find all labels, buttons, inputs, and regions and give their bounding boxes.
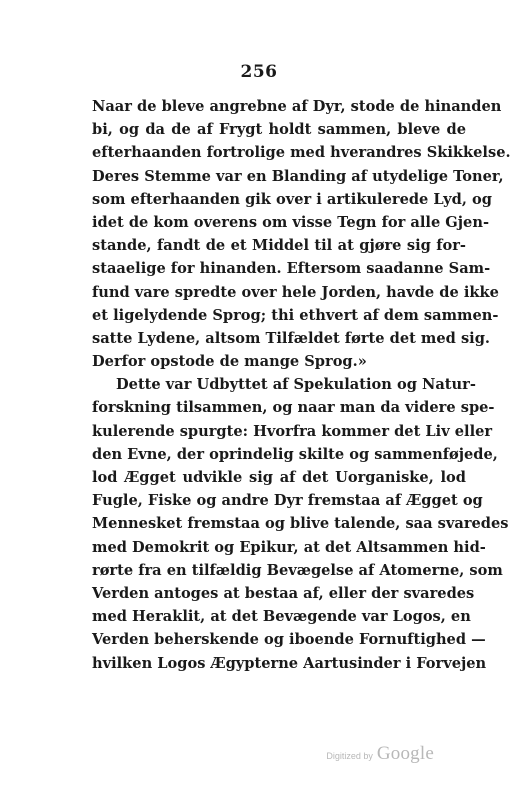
- digitized-by-label: Digitized by: [326, 751, 373, 761]
- google-logo: Google: [376, 743, 434, 764]
- text-line: lod Ægget udvikle sig af det Uorganiske, lod: [92, 469, 466, 486]
- body-text: [92, 95, 511, 675]
- text-line: med Heraklit, at det Bevægende var Logos, en: [92, 608, 471, 626]
- text-line: rørte fra en tilfældig Bevægelse af Atomerne, som: [92, 561, 503, 579]
- text-line: Mennesket fremstaa og blive talende, saa svaredes: [92, 515, 509, 533]
- text-line: Naar de bleve angrebne af Dyr, stode de hinanden: [92, 98, 502, 115]
- text-line: som efterhaanden gik over i artikulerede Lyd, og: [92, 190, 492, 208]
- text-line: kulerende spurgte: Hvorfra kommer det Liv eller: [92, 422, 493, 440]
- text-line: fund vare spredte over hele Jorden, havde de ikke: [92, 283, 499, 301]
- text-line: Fugle, Fiske og andre Dyr fremstaa af Ægget og: [92, 492, 483, 510]
- text-line: staaelige for hinanden. Eftersom saadanne Sam-: [92, 260, 491, 278]
- text-line: Verden beherskende og iboende Fornuftighed —: [92, 631, 486, 649]
- text-line: hvilken Logos Ægypterne Aartusinder i Forvejen: [92, 654, 487, 672]
- text-line: Deres Stemme var en Blanding af utydelige Toner,: [92, 167, 504, 185]
- text-line: Derfor opstode de mange Sprog.»: [92, 353, 367, 371]
- text-line: Verden antoges at bestaa af, eller der svaredes: [92, 584, 475, 602]
- text-line: idet de kom overens om visse Tegn for alle Gjen-: [92, 213, 490, 231]
- digitized-by-google-watermark: [326, 743, 434, 765]
- text-line: satte Lydene, altsom Tilfældet førte det med sig.: [92, 329, 490, 347]
- text-line: Dette var Udbyttet af Spekulation og Natur-: [116, 376, 476, 394]
- text-line: efterhaanden fortrolige med hverandres Skikkelse.: [92, 144, 511, 162]
- text-line: den Evne, der oprindelig skilte og sammenføjede,: [92, 445, 498, 463]
- text-line: forskning tilsammen, og naar man da videre spe-: [92, 399, 495, 417]
- text-line: bi, og da de af Frygt holdt sammen, bleve de: [92, 121, 466, 139]
- text-line: med Demokrit og Epikur, at det Altsammen hid-: [92, 538, 486, 556]
- text-line: et ligelydende Sprog; thi ethvert af dem sammen-: [92, 306, 499, 324]
- text-line: stande, fandt de et Middel til at gjøre sig for-: [92, 237, 466, 255]
- page-number: 256: [240, 62, 278, 82]
